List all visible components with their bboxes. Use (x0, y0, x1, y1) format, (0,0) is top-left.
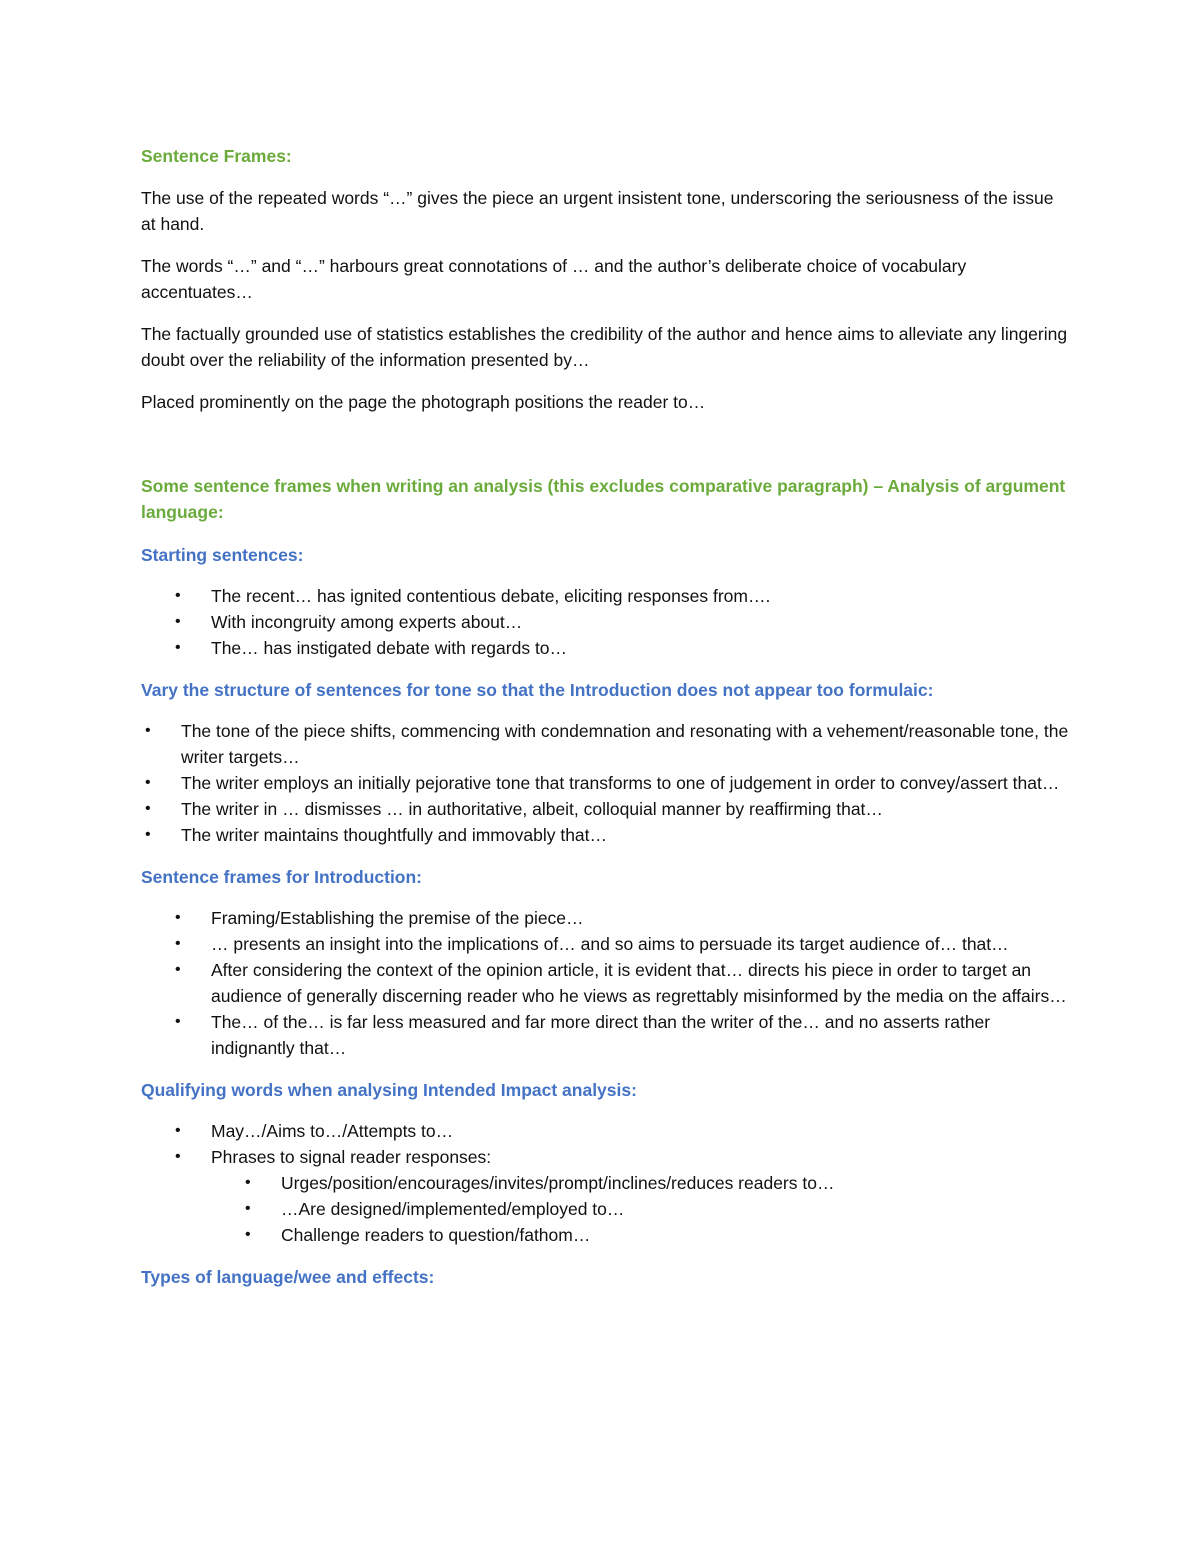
list-item: • After considering the context of the opinion article, it is evident that… directs his piece in order to target an audience of generally discerning reader who he views as regrettably misinformed by the media on the affairs… (141, 957, 1071, 1009)
bullet-icon: • (175, 639, 181, 656)
introduction-frames-heading: Sentence frames for Introduction: (141, 867, 423, 887)
bullet-icon: • (245, 1200, 251, 1217)
bullet-icon: • (175, 1122, 181, 1139)
list-item: • May…/Aims to…/Attempts to… (141, 1118, 1071, 1144)
list-item: • The writer employs an initially pejorative tone that transforms to one of judgement in order to convey/assert that… (141, 770, 1071, 796)
bullet-icon: • (175, 961, 181, 978)
reader-responses-sublist (211, 1170, 1071, 1248)
bullet-icon: • (175, 935, 181, 952)
list-item: • The… of the… is far less measured and far more direct than the writer of the… and no asserts rather indignantly that… (141, 1009, 1071, 1061)
list-item: • The… has instigated debate with regards to… (141, 635, 1071, 661)
document-page (141, 143, 1071, 1305)
list-item: • The writer in … dismisses … in authoritative, albeit, colloquial manner by reaffirming that… (141, 796, 1071, 822)
list-item: • Framing/Establishing the premise of the piece… (141, 905, 1071, 931)
bullet-icon: • (145, 722, 151, 739)
bullet-icon: • (245, 1174, 251, 1191)
analysis-frames-heading: Some sentence frames when writing an analysis (this excludes comparative paragraph) – Analysis of argument language: (141, 476, 1066, 522)
bullet-icon: • (175, 1013, 181, 1030)
types-of-language-heading: Types of language/wee and effects: (141, 1267, 435, 1287)
paragraph-connotations: The words “…” and “…” harbours great connotations of … and the author’s deliberate choice of vocabulary accentuates… (141, 256, 967, 302)
list-item: • …Are designed/implemented/employed to… (141, 1196, 1071, 1222)
bullet-icon: • (175, 909, 181, 926)
starting-sentences-list (141, 583, 1071, 661)
list-item: • Urges/position/encourages/invites/prompt/inclines/reduces readers to… (141, 1170, 1071, 1196)
list-item: • The recent… has ignited contentious debate, eliciting responses from…. (141, 583, 1071, 609)
paragraph-statistics: The factually grounded use of statistics establishes the credibility of the author and hence aims to alleviate any lingering doubt over the reliability of the information presented by… (141, 324, 1068, 370)
bullet-icon: • (145, 774, 151, 791)
paragraph-photograph: Placed prominently on the page the photograph positions the reader to… (141, 392, 706, 412)
paragraph-repeated-words: The use of the repeated words “…” gives the piece an urgent insistent tone, underscoring the seriousness of the issue at hand. (141, 188, 1054, 234)
spacer (141, 431, 1071, 473)
list-item: • … presents an insight into the implications of… and so aims to persuade its target audience of… that… (141, 931, 1071, 957)
bullet-icon: • (175, 1148, 181, 1165)
bullet-icon: • (245, 1226, 251, 1243)
list-item: • The tone of the piece shifts, commencing with condemnation and resonating with a vehement/reasonable tone, the writer targets… (141, 718, 1071, 770)
bullet-icon: • (145, 800, 151, 817)
bullet-icon: • (175, 613, 181, 630)
sentence-frames-heading: Sentence Frames: (141, 146, 292, 166)
qualifying-words-heading: Qualifying words when analysing Intended Impact analysis: (141, 1080, 637, 1100)
vary-structure-list (141, 718, 1071, 848)
vary-structure-heading: Vary the structure of sentences for tone so that the Introduction does not appear too formulaic: (141, 680, 934, 700)
qualifying-words-list (141, 1118, 1071, 1248)
starting-sentences-heading: Starting sentences: (141, 545, 304, 565)
bullet-icon: • (145, 826, 151, 843)
list-item: • Phrases to signal reader responses: • Urges/position/encourages/invites/prompt/inclines/reduces readers to… • …Are designed/implemented/employed to… • Challenge readers to question/fathom… (141, 1144, 1071, 1248)
introduction-frames-list (141, 905, 1071, 1061)
bullet-icon: • (175, 587, 181, 604)
list-item: • The writer maintains thoughtfully and immovably that… (141, 822, 1071, 848)
list-item: • With incongruity among experts about… (141, 609, 1071, 635)
list-item: • Challenge readers to question/fathom… (141, 1222, 1071, 1248)
